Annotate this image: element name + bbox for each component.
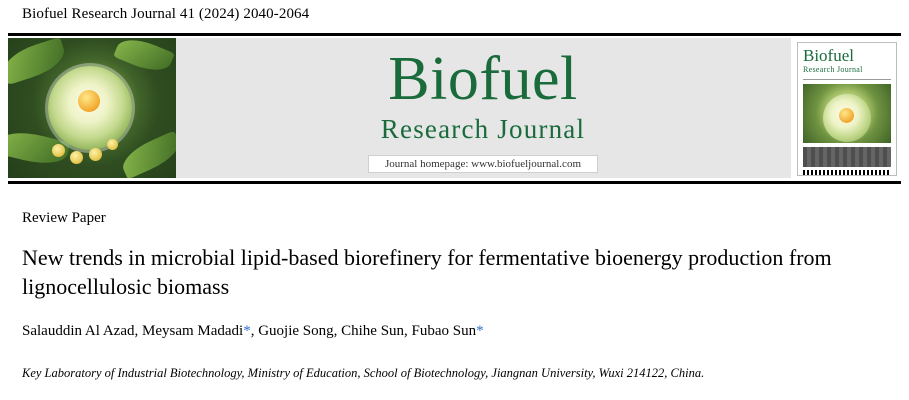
journal-subtitle: Research Journal [380,113,586,144]
biomass-pellet-icon [89,148,102,161]
lipid-droplet-icon [78,90,100,112]
affiliation-text: Key Laboratory of Industrial Biotechnology, Ministry of Education, School of Biotechnology, Jiangnan University, Wuxi 214122, China. [22,366,705,381]
cover-lipid-droplet-icon [839,108,854,123]
masthead-top-rule [8,33,901,36]
biomass-pellet-icon [107,139,118,150]
corresponding-author-marker: * [243,323,251,340]
biomass-pellet-icon [70,151,83,164]
author-names-mid: , Guojie Song, Chihe Sun, Fubao Sun [250,323,477,340]
author-list [22,323,882,340]
running-head: Biofuel Research Journal 41 (2024) 2040-2064 [22,6,310,22]
journal-cover-thumbnail [790,38,901,178]
cover-photo-strip [803,147,891,166]
cover-frame [797,42,897,176]
cover-barcode [803,170,891,175]
article-header [22,210,882,381]
biomass-pellet-icon [52,144,65,157]
journal-title: Biofuel [388,44,578,113]
cover-title-line2: Research Journal [803,65,863,74]
masthead-bottom-rule [8,181,901,184]
paper-type-label: Review Paper [22,210,106,226]
masthead-left-photo [8,38,176,178]
journal-masthead [8,38,901,178]
paper-title: New trends in microbial lipid-based biorefinery for fermentative bioenergy production from lignocellulosic biomass [22,245,832,300]
corresponding-author-marker: * [476,323,484,340]
journal-homepage-link[interactable]: Journal homepage: www.biofueljournal.com [368,155,598,173]
cover-title-block [798,43,896,76]
cover-divider [803,79,891,80]
cover-title-line1: Biofuel [803,46,854,65]
cover-photo [803,84,891,144]
journal-banner [176,38,790,178]
author-names-prefix: Salauddin Al Azad, Meysam Madadi [22,323,244,340]
